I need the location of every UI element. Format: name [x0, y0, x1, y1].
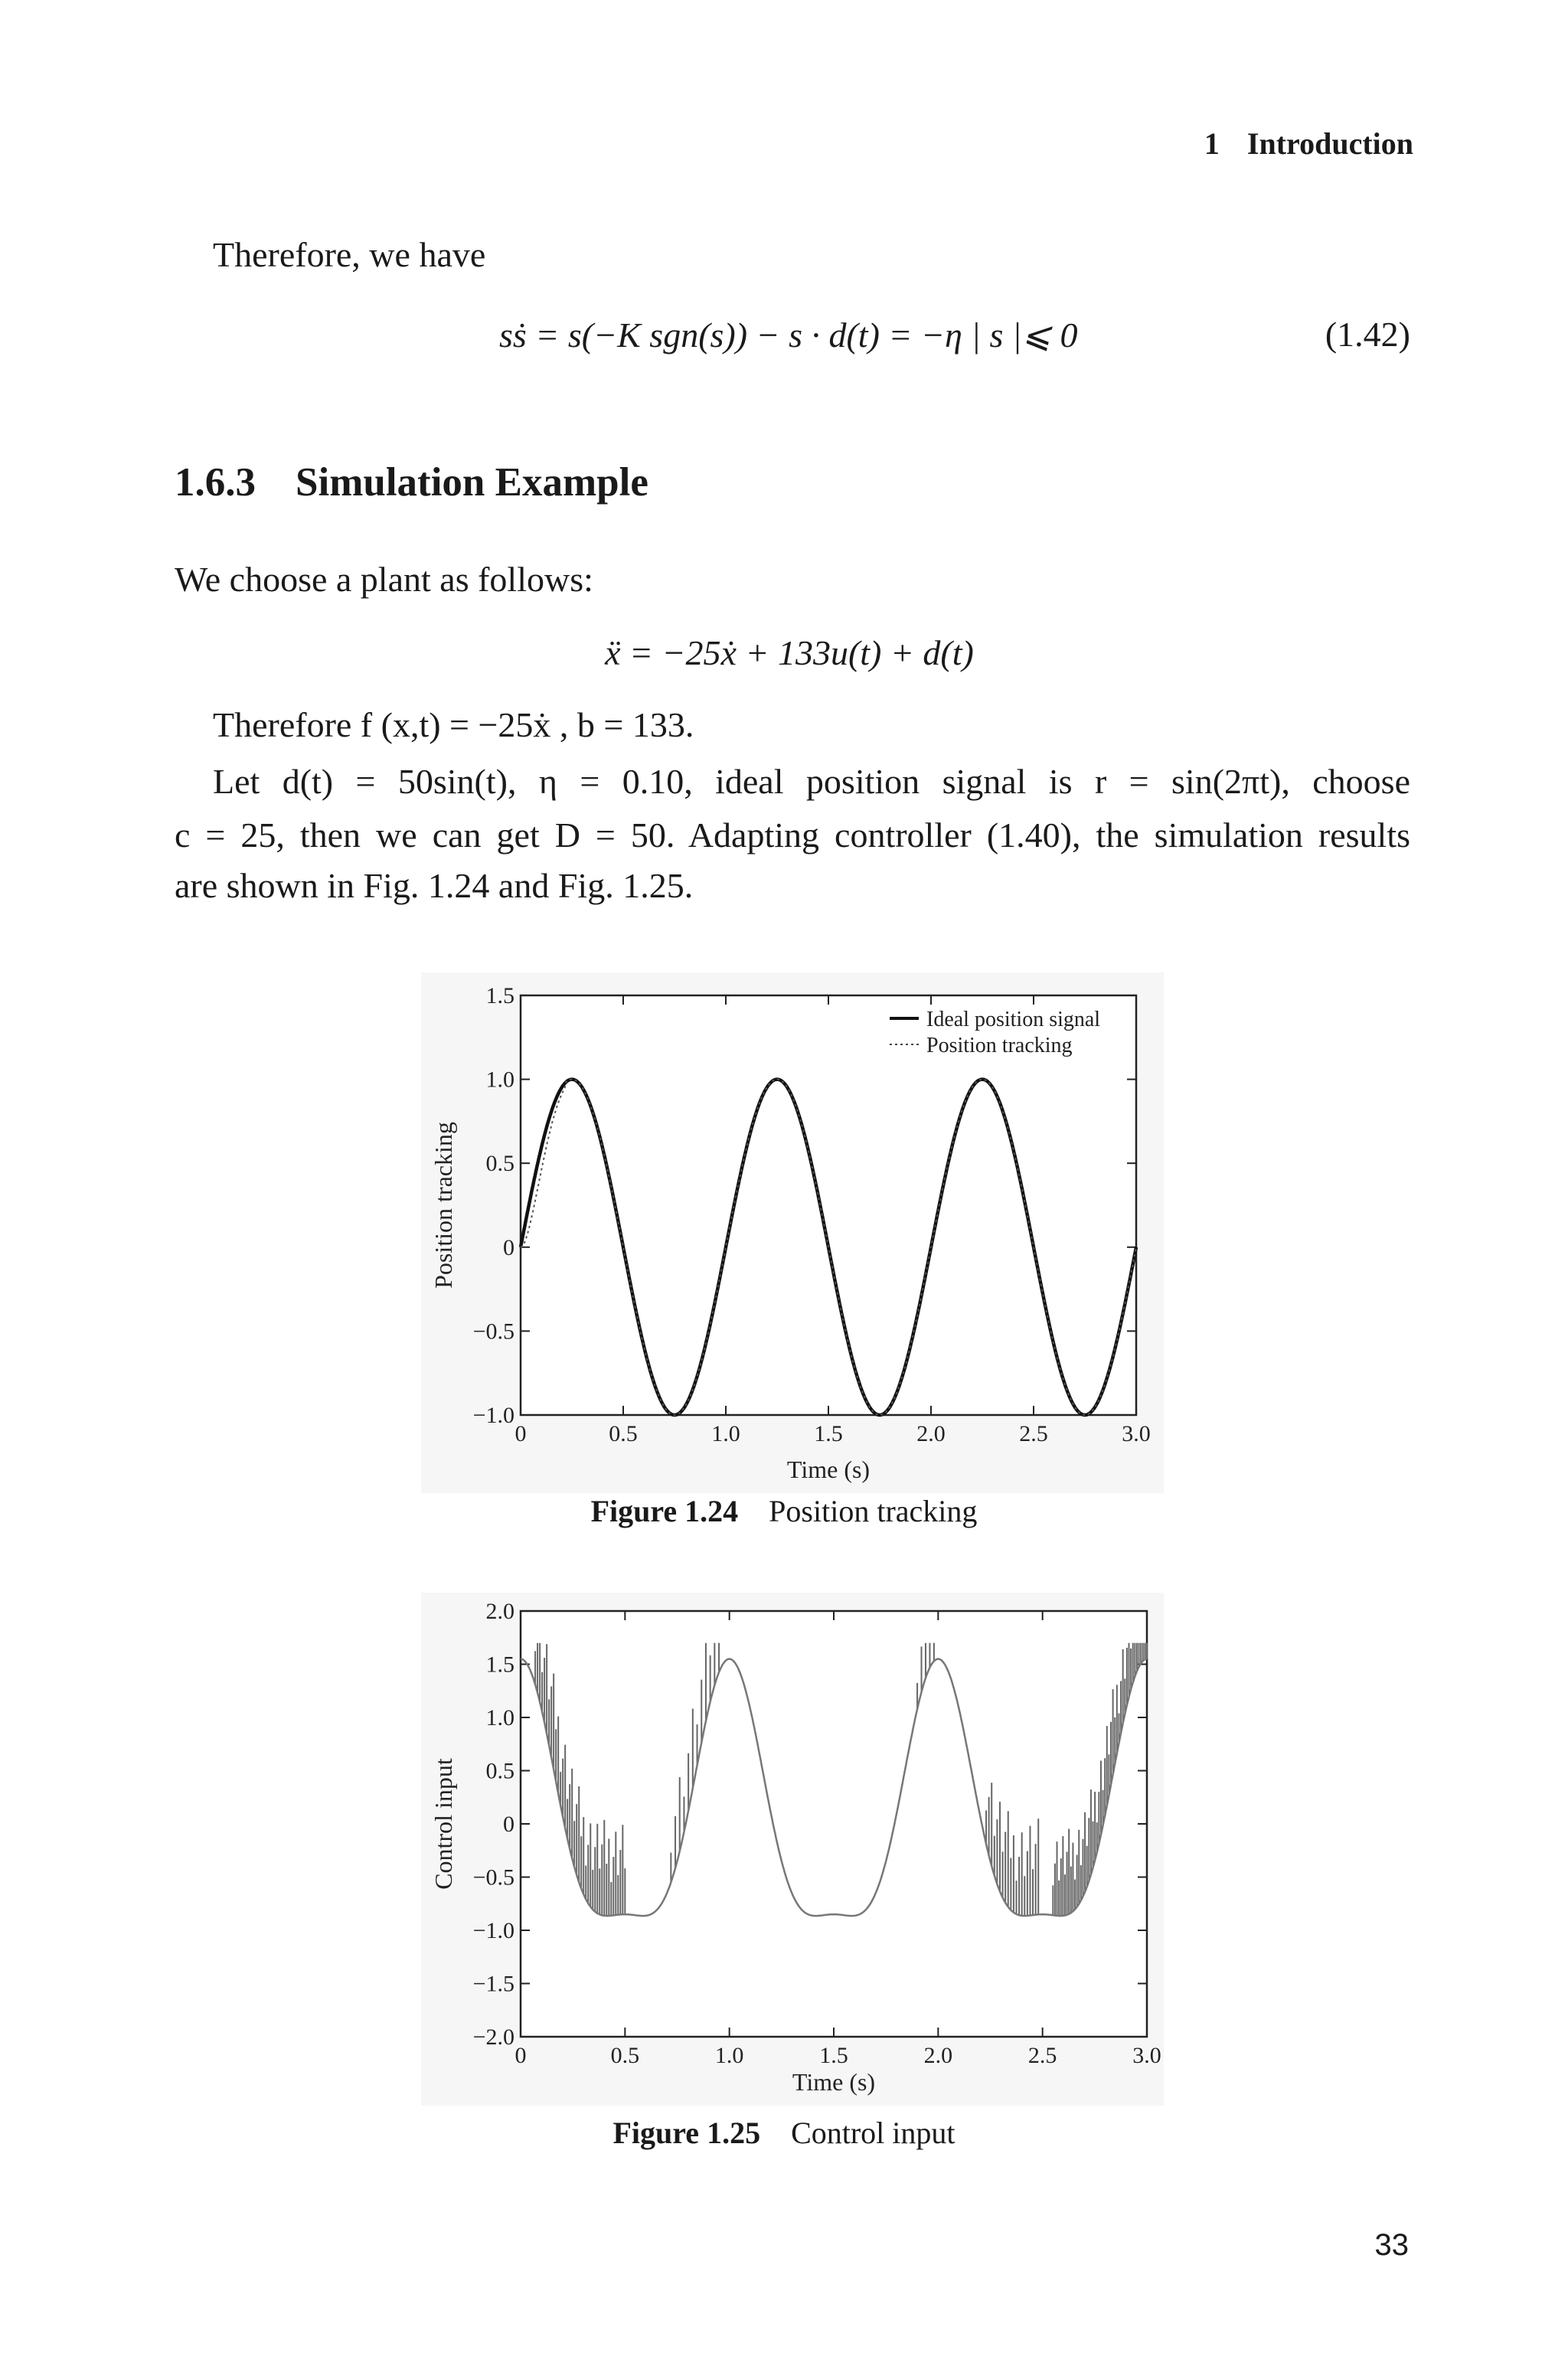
- y-tick-label: −1.5: [472, 1971, 514, 1997]
- figure-1-24-position-tracking-chart: [421, 972, 1164, 1493]
- y-tick-label: 1.0: [485, 1067, 514, 1093]
- x-tick-label: 0.5: [609, 1421, 638, 1446]
- intro-line: Therefore, we have: [213, 235, 486, 274]
- y-tick-label: −1.0: [472, 1403, 514, 1428]
- x-tick-label: 2.0: [916, 1421, 946, 1446]
- section-heading: [175, 459, 648, 505]
- y-tick-label: −2.0: [472, 2024, 514, 2050]
- y-tick-label: 0.5: [485, 1151, 514, 1177]
- figure-1-24-label: Figure 1.24: [590, 1494, 739, 1528]
- figure-1-24-caption: [0, 1493, 1568, 1529]
- x-tick-label: 1.5: [819, 2043, 848, 2068]
- chapter-title: Introduction: [1246, 126, 1413, 161]
- page-number: 33: [1374, 2228, 1409, 2262]
- y-tick-label: 0: [503, 1812, 514, 1837]
- params-line-2: c = 25, then we can get D = 50. Adapting controller (1.40), the simulation results: [175, 815, 1410, 855]
- x-tick-label: 0.5: [610, 2043, 640, 2068]
- y-tick-label: −1.0: [472, 1918, 514, 1943]
- y-tick-label: −0.5: [472, 1864, 514, 1890]
- y-axis-label: Control input: [430, 1758, 457, 1890]
- figure-1-25-label: Figure 1.25: [612, 2116, 761, 2150]
- equation-1-42: [499, 314, 1078, 355]
- params-line-3: are shown in Fig. 1.24 and Fig. 1.25.: [175, 866, 694, 905]
- x-tick-label: 2.0: [923, 2043, 953, 2068]
- y-tick-label: 1.5: [485, 1652, 514, 1678]
- legend-label-tracking: Position tracking: [926, 1034, 1073, 1057]
- figure-1-25-title: Control input: [791, 2116, 956, 2150]
- plant-equation-text: ẍ = −25ẋ + 133u(t) + d(t): [605, 633, 974, 672]
- plot-area: [521, 1611, 1147, 2037]
- plot-area: [521, 995, 1136, 1415]
- equation-number-1-42: (1.42): [1325, 315, 1410, 354]
- x-tick-label: 0: [514, 2043, 527, 2068]
- params-line-1: Let d(t) = 50sin(t), η = 0.10, ideal position signal is r = sin(2πt), choose: [213, 762, 1410, 801]
- y-tick-label: 0: [503, 1234, 514, 1260]
- x-tick-label: 3.0: [1122, 1421, 1151, 1446]
- x-tick-label: 2.5: [1019, 1421, 1048, 1446]
- figure-1-25-caption: [0, 2115, 1568, 2151]
- y-tick-label: −0.5: [472, 1319, 514, 1345]
- x-tick-label: 1.0: [711, 1421, 740, 1446]
- y-tick-label: 1.5: [485, 983, 514, 1008]
- section-title: Simulation Example: [296, 460, 648, 505]
- therefore-line: Therefore f (x,t) = −25ẋ , b = 133.: [213, 705, 694, 744]
- plant-intro: We choose a plant as follows:: [175, 560, 593, 599]
- figure-1-24-title: Position tracking: [769, 1494, 978, 1528]
- chapter-number: 1: [1204, 126, 1220, 161]
- x-tick-label: 1.0: [714, 2043, 744, 2068]
- y-tick-label: 2.0: [485, 1599, 514, 1624]
- running-header: [1204, 126, 1413, 162]
- x-axis-label: Time (s): [786, 1456, 871, 1483]
- x-tick-label: 3.0: [1132, 2043, 1161, 2068]
- equation-1-42-text: sṡ = s(−K sgn(s)) − s · d(t) = −η | s |⩽ 0: [499, 315, 1078, 355]
- x-axis-label: Time (s): [792, 2068, 876, 2096]
- x-tick-label: 2.5: [1027, 2043, 1057, 2068]
- x-tick-label: 1.5: [814, 1421, 843, 1446]
- figure-1-25-control-input-chart: [421, 1593, 1164, 2106]
- y-tick-label: 0.5: [485, 1758, 514, 1784]
- x-tick-label: 0: [514, 1421, 527, 1446]
- plant-equation: [605, 632, 974, 673]
- y-tick-label: 1.0: [485, 1705, 514, 1730]
- section-number: 1.6.3: [175, 460, 256, 505]
- y-axis-label: Position tracking: [430, 1122, 457, 1289]
- legend-label-ideal: Ideal position signal: [926, 1008, 1101, 1031]
